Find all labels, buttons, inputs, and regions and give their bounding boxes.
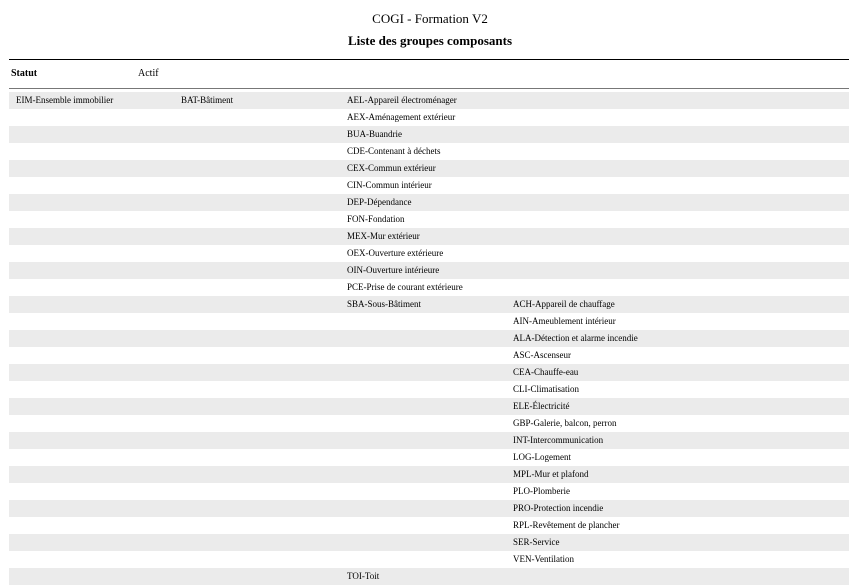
table-row <box>9 177 849 194</box>
level4-group: ASC-Ascenseur <box>513 350 571 360</box>
level4-group: SER-Service <box>513 537 560 547</box>
level3-group: TOI-Toit <box>347 571 380 581</box>
table-row <box>9 483 849 500</box>
table-row <box>9 517 849 534</box>
table-row <box>9 194 849 211</box>
level3-group: OIN-Ouverture intérieure <box>347 265 440 275</box>
status-label: Statut <box>11 68 38 79</box>
level4-group: ACH-Appareil de chauffage <box>513 299 615 309</box>
level3-group: CIN-Commun intérieur <box>347 180 432 190</box>
level3-group: OEX-Ouverture extérieure <box>347 248 444 258</box>
table-row <box>9 568 849 585</box>
table-row <box>9 330 849 347</box>
report-subtitle: Liste des groupes composants <box>347 33 513 48</box>
table-row <box>9 296 849 313</box>
level4-group: VEN-Ventilation <box>513 554 574 564</box>
table-row <box>9 347 849 364</box>
table-row <box>9 364 849 381</box>
status-value: Actif <box>138 68 159 79</box>
level1-group: EIM-Ensemble immobilier <box>16 95 114 105</box>
table-row <box>9 449 849 466</box>
table-row <box>9 279 849 296</box>
level4-group: MPL-Mur et plafond <box>513 469 589 479</box>
level4-group: ELE-Électricité <box>513 401 570 411</box>
level4-group: AIN-Ameublement intérieur <box>513 316 616 326</box>
level4-group: PLO-Plomberie <box>513 486 570 496</box>
table-row <box>9 432 849 449</box>
level3-group: PCE-Prise de courant extérieure <box>347 282 463 292</box>
level4-group: CEA-Chauffe-eau <box>513 367 579 377</box>
table-row <box>9 228 849 245</box>
level3-group: CDE-Contenant à déchets <box>347 146 441 156</box>
status-divider <box>9 88 849 89</box>
report-title: COGI - Formation V2 <box>372 11 488 26</box>
component-group-tree <box>9 92 849 585</box>
table-row <box>9 160 849 177</box>
table-row <box>9 398 849 415</box>
table-row <box>9 109 849 126</box>
table-row <box>9 126 849 143</box>
level3-group: AEL-Appareil électroménager <box>347 95 457 105</box>
level4-group: CLI-Climatisation <box>513 384 579 394</box>
level3-group: MEX-Mur extérieur <box>347 231 420 241</box>
level4-group: RPL-Revêtement de plancher <box>513 520 620 530</box>
table-row <box>9 551 849 568</box>
level3-group: CEX-Commun extérieur <box>347 163 436 173</box>
level4-group: GBP-Galerie, balcon, perron <box>513 418 617 428</box>
level4-group: INT-Intercommunication <box>513 435 604 445</box>
table-row <box>9 415 849 432</box>
table-row <box>9 92 849 109</box>
level4-group: ALA-Détection et alarme incendie <box>513 333 638 343</box>
level3-group: DEP-Dépendance <box>347 197 412 207</box>
level2-group: BAT-Bâtiment <box>181 95 234 105</box>
table-row <box>9 534 849 551</box>
table-row <box>9 245 849 262</box>
table-row <box>9 143 849 160</box>
table-row <box>9 381 849 398</box>
table-row <box>9 466 849 483</box>
level3-group: AEX-Aménagement extérieur <box>347 112 456 122</box>
table-row <box>9 262 849 279</box>
table-row <box>9 211 849 228</box>
top-divider <box>9 59 849 60</box>
table-row <box>9 500 849 517</box>
level3-group: FON-Fondation <box>347 214 405 224</box>
level3-group: SBA-Sous-Bâtiment <box>347 299 422 309</box>
level3-group: BUA-Buandrie <box>347 129 402 139</box>
level4-group: PRO-Protection incendie <box>513 503 604 513</box>
table-row <box>9 313 849 330</box>
level4-group: LOG-Logement <box>513 452 571 462</box>
